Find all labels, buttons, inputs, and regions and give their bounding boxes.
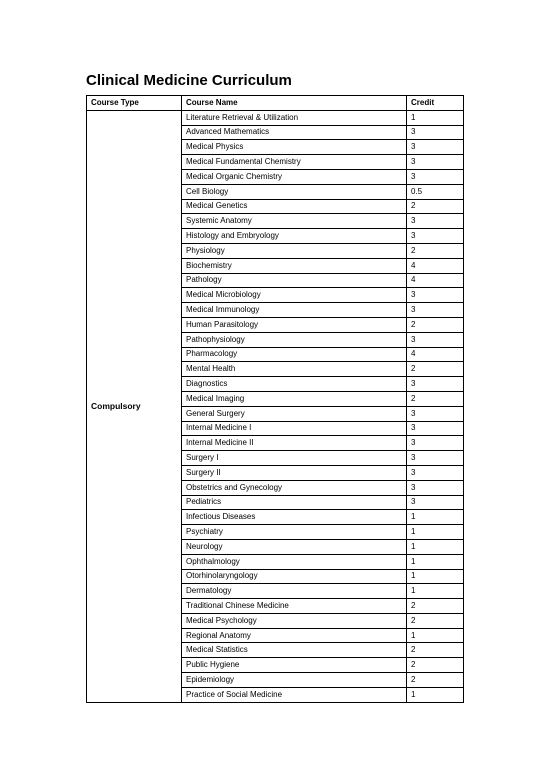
table-row (87, 110, 464, 125)
course-name-cell: Surgery II (182, 465, 407, 480)
course-name-cell: Psychiatry (182, 525, 407, 540)
credit-cell: 3 (407, 495, 464, 510)
course-name-cell: General Surgery (182, 406, 407, 421)
credit-cell: 3 (407, 436, 464, 451)
course-name-cell: Medical Microbiology (182, 288, 407, 303)
credit-cell: 2 (407, 317, 464, 332)
course-name-cell: Public Hygiene (182, 658, 407, 673)
credit-cell: 1 (407, 584, 464, 599)
credit-cell: 3 (407, 406, 464, 421)
course-name-cell: Histology and Embryology (182, 229, 407, 244)
credit-cell: 3 (407, 155, 464, 170)
credit-cell: 2 (407, 673, 464, 688)
course-name-cell: Ophthalmology (182, 554, 407, 569)
credit-cell: 2 (407, 613, 464, 628)
credit-cell: 1 (407, 628, 464, 643)
course-name-cell: Internal Medicine I (182, 421, 407, 436)
course-name-cell: Human Parasitology (182, 317, 407, 332)
course-name-cell: Medical Statistics (182, 643, 407, 658)
course-name-cell: Traditional Chinese Medicine (182, 599, 407, 614)
course-name-cell: Regional Anatomy (182, 628, 407, 643)
credit-cell: 1 (407, 687, 464, 702)
course-name-cell: Medical Fundamental Chemistry (182, 155, 407, 170)
course-name-cell: Dermatology (182, 584, 407, 599)
credit-cell: 3 (407, 377, 464, 392)
credit-cell: 4 (407, 258, 464, 273)
credit-cell: 2 (407, 362, 464, 377)
course-name-cell: Diagnostics (182, 377, 407, 392)
credit-cell: 1 (407, 569, 464, 584)
credit-cell: 3 (407, 421, 464, 436)
credit-cell: 1 (407, 510, 464, 525)
header-course-type: Course Type (87, 96, 182, 111)
credit-cell: 2 (407, 199, 464, 214)
page-title: Clinical Medicine Curriculum (86, 72, 292, 89)
credit-cell: 1 (407, 525, 464, 540)
course-name-cell: Pathophysiology (182, 332, 407, 347)
credit-cell: 3 (407, 169, 464, 184)
course-name-cell: Biochemistry (182, 258, 407, 273)
course-name-cell: Pediatrics (182, 495, 407, 510)
credit-cell: 2 (407, 391, 464, 406)
credit-cell: 1 (407, 539, 464, 554)
course-name-cell: Pathology (182, 273, 407, 288)
credit-cell: 3 (407, 465, 464, 480)
course-name-cell: Medical Physics (182, 140, 407, 155)
credit-cell: 3 (407, 214, 464, 229)
course-name-cell: Medical Imaging (182, 391, 407, 406)
course-name-cell: Obstetrics and Gynecology (182, 480, 407, 495)
table-header-row (87, 96, 464, 111)
credit-cell: 1 (407, 554, 464, 569)
course-name-cell: Otorhinolaryngology (182, 569, 407, 584)
credit-cell: 3 (407, 303, 464, 318)
credit-cell: 2 (407, 243, 464, 258)
credit-cell: 3 (407, 480, 464, 495)
course-type-cell: Compulsory (87, 110, 182, 702)
course-name-cell: Cell Biology (182, 184, 407, 199)
credit-cell: 3 (407, 125, 464, 140)
header-credit: Credit (407, 96, 464, 111)
course-name-cell: Medical Organic Chemistry (182, 169, 407, 184)
header-course-name: Course Name (182, 96, 407, 111)
course-name-cell: Advanced Mathematics (182, 125, 407, 140)
course-name-cell: Pharmacology (182, 347, 407, 362)
course-name-cell: Epidemiology (182, 673, 407, 688)
credit-cell: 3 (407, 229, 464, 244)
credit-cell: 4 (407, 347, 464, 362)
curriculum-table (86, 95, 464, 703)
course-name-cell: Medical Psychology (182, 613, 407, 628)
credit-cell: 2 (407, 658, 464, 673)
credit-cell: 3 (407, 140, 464, 155)
credit-cell: 0.5 (407, 184, 464, 199)
course-name-cell: Systemic Anatomy (182, 214, 407, 229)
course-name-cell: Neurology (182, 539, 407, 554)
credit-cell: 3 (407, 288, 464, 303)
credit-cell: 3 (407, 451, 464, 466)
credit-cell: 3 (407, 332, 464, 347)
course-name-cell: Medical Immunology (182, 303, 407, 318)
table-body (87, 110, 464, 702)
course-name-cell: Medical Genetics (182, 199, 407, 214)
course-name-cell: Internal Medicine II (182, 436, 407, 451)
course-name-cell: Surgery I (182, 451, 407, 466)
course-name-cell: Physiology (182, 243, 407, 258)
credit-cell: 4 (407, 273, 464, 288)
course-name-cell: Practice of Social Medicine (182, 687, 407, 702)
credit-cell: 2 (407, 643, 464, 658)
course-name-cell: Infectious Diseases (182, 510, 407, 525)
course-name-cell: Literature Retrieval & Utilization (182, 110, 407, 125)
credit-cell: 1 (407, 110, 464, 125)
credit-cell: 2 (407, 599, 464, 614)
course-name-cell: Mental Health (182, 362, 407, 377)
